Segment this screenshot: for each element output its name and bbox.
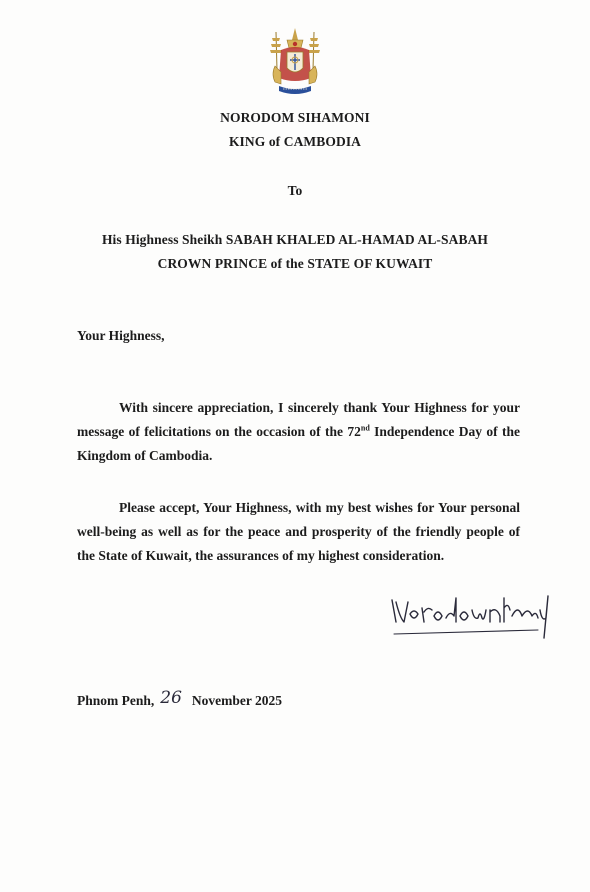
closing-place: Phnom Penh,	[77, 693, 155, 708]
handwritten-signature	[388, 588, 558, 644]
closing-month-year: November 2025	[191, 693, 283, 708]
to-label: To	[287, 183, 303, 198]
royal-arms-of-cambodia-icon	[265, 26, 325, 98]
sender-name: NORODOM SIHAMONI	[220, 110, 370, 125]
place-date-line	[77, 690, 282, 710]
recipient-name: His Highness Sheikh SABAH KHALED AL-HAMAD AL-SABAH	[101, 232, 489, 247]
paragraph-1-text-end: Independence Day of the Kingdom of Cambodia.	[77, 424, 520, 463]
paragraph-1-text-start: With sincere appreciation, I sincerely thank Your Highness for your message of felicitations on the occasion of the 72	[77, 400, 520, 439]
closing-day-handwritten: 26	[160, 688, 182, 708]
salutation: Your Highness,	[77, 328, 165, 343]
body-paragraph-1	[77, 396, 520, 468]
sender-title: KING of CAMBODIA	[228, 134, 362, 149]
ordinal-suffix: nd	[360, 423, 370, 433]
body-paragraph-2: Please accept, Your Highness, with my best wishes for Your personal well-being as well as for the peace and prosperity of the friendly people of the State of Kuwait, the assurances of my highest consideration.	[77, 500, 520, 563]
recipient-title: CROWN PRINCE of the STATE OF KUWAIT	[157, 256, 433, 271]
